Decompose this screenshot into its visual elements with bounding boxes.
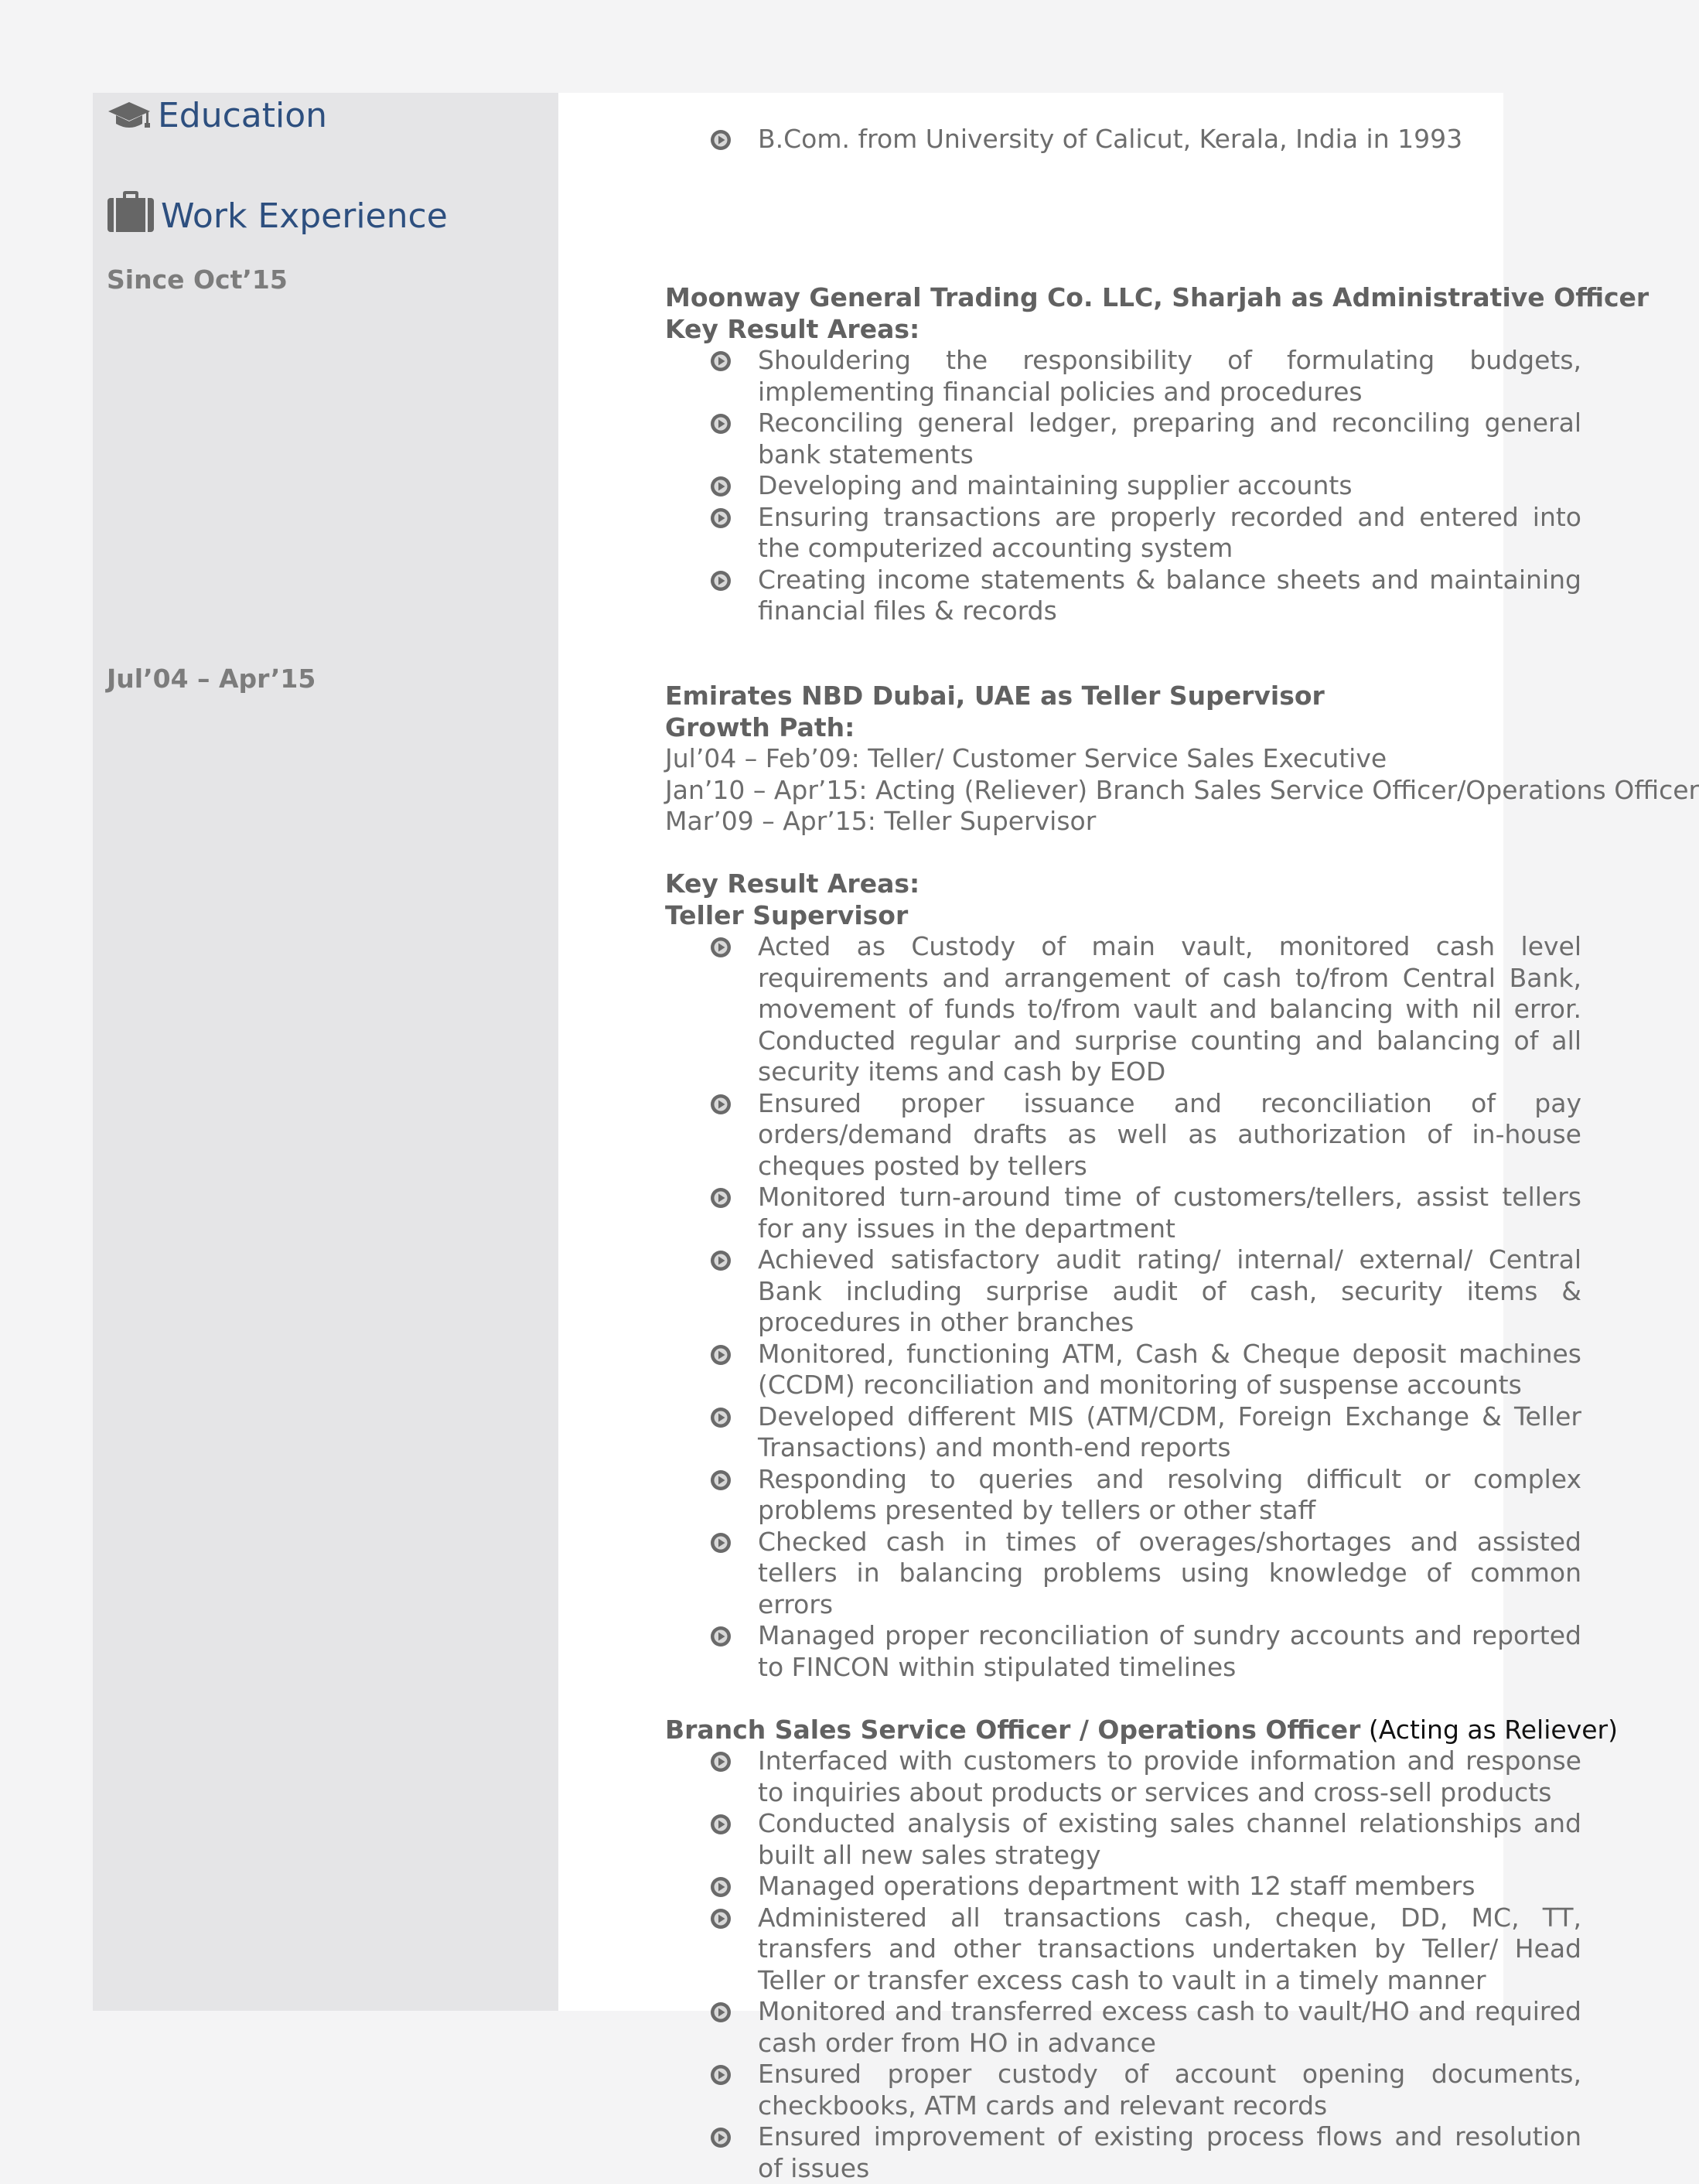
graduation-cap-icon bbox=[107, 99, 152, 133]
work-experience-heading bbox=[107, 190, 448, 234]
circle-play-icon bbox=[710, 937, 732, 958]
job2-title: Emirates NBD Dubai, UAE as Teller Supervisor bbox=[665, 681, 1325, 711]
circle-play-icon bbox=[710, 1407, 732, 1428]
growth-line: Jul’04 – Feb’09: Teller/ Customer Service Sales Executive bbox=[665, 743, 1387, 773]
circle-play-icon bbox=[710, 570, 732, 592]
education-heading bbox=[107, 96, 328, 135]
list-item: Monitored, functioning ATM, Cash & Cheque deposit machines (CCDM) reconciliation and monitoring of suspense accounts bbox=[665, 1339, 1581, 1401]
job2-growth-label: Growth Path: bbox=[665, 712, 855, 742]
list-item: Monitored turn-around time of customers/tellers, assist tellers for any issues in the department bbox=[665, 1182, 1581, 1244]
education-list bbox=[665, 124, 1581, 155]
date-job2: Jul’04 – Apr’15 bbox=[107, 664, 316, 694]
role2-label: Branch Sales Service Officer / Operations Officer bbox=[665, 1714, 1361, 1745]
job1-section bbox=[665, 282, 1650, 627]
circle-play-icon bbox=[710, 1250, 732, 1271]
education-section bbox=[665, 124, 1581, 155]
circle-play-icon bbox=[710, 1814, 732, 1835]
job1-bullets bbox=[665, 345, 1581, 627]
circle-play-icon bbox=[710, 2064, 732, 2086]
job1-kra-label: Key Result Areas: bbox=[665, 313, 920, 344]
work-experience-heading-text: Work Experience bbox=[161, 196, 448, 236]
role2-bullets bbox=[665, 1745, 1581, 2184]
circle-play-icon bbox=[710, 1094, 732, 1115]
list-item: Developed different MIS (ATM/CDM, Foreign Exchange & Teller Transactions) and month-end reports bbox=[665, 1401, 1581, 1464]
education-heading-text: Education bbox=[158, 96, 328, 135]
role1-bullets bbox=[665, 931, 1581, 1683]
circle-play-icon bbox=[710, 507, 732, 529]
list-item: Interfaced with customers to provide information and response to inquiries about products or services and cross-sell products bbox=[665, 1745, 1581, 1808]
circle-play-icon bbox=[710, 1187, 732, 1209]
circle-play-icon bbox=[710, 413, 732, 435]
resume-page bbox=[93, 93, 1699, 2183]
list-item: Managed proper reconciliation of sundry accounts and reported to FINCON within stipulated timelines bbox=[665, 1620, 1581, 1683]
circle-play-icon bbox=[710, 1908, 732, 1930]
list-item: Ensured improvement of existing process flows and resolution of issues bbox=[665, 2121, 1581, 2184]
list-item: Checked cash in times of overages/shortages and assisted tellers in balancing problems using knowledge of common errors bbox=[665, 1527, 1581, 1621]
role2-note: (Acting as Reliever) bbox=[1360, 1714, 1618, 1745]
date-job1: Since Oct’15 bbox=[107, 264, 288, 295]
circle-play-icon bbox=[710, 129, 732, 151]
circle-play-icon bbox=[710, 1876, 732, 1898]
briefcase-icon bbox=[107, 190, 155, 234]
growth-line: Mar’09 – Apr’15: Teller Supervisor bbox=[665, 806, 1097, 836]
list-item: Managed operations department with 12 staff members bbox=[665, 1871, 1581, 1902]
role1-label: Teller Supervisor bbox=[665, 899, 909, 930]
list-item: Shouldering the responsibility of formulating budgets, implementing financial policies and procedures bbox=[665, 345, 1581, 408]
growth-line: Jan’10 – Apr’15: Acting (Reliever) Branch Sales Service Officer/Operations Officer bbox=[665, 774, 1699, 805]
circle-play-icon bbox=[710, 2001, 732, 2023]
job2-section bbox=[665, 681, 1699, 2184]
list-item: Achieved satisfactory audit rating/ internal/ external/ Central Bank including surprise audit of cash, security items & procedures in other branches bbox=[665, 1244, 1581, 1339]
circle-play-icon bbox=[710, 1532, 732, 1554]
list-item: Acted as Custody of main vault, monitored cash level requirements and arrangement of cash to/from Central Bank, movement of funds to/from vault and balancing with nil error. Conducted regular and surprise counting and balancing of all security items and cash by EOD bbox=[665, 931, 1581, 1088]
circle-play-icon bbox=[710, 1344, 732, 1366]
circle-play-icon bbox=[710, 2127, 732, 2148]
circle-play-icon bbox=[710, 1469, 732, 1491]
list-item: Ensured proper custody of account opening documents, checkbooks, ATM cards and relevant records bbox=[665, 2059, 1581, 2121]
circle-play-icon bbox=[710, 476, 732, 497]
list-item: Monitored and transferred excess cash to vault/HO and required cash order from HO in advance bbox=[665, 1996, 1581, 2059]
role2-heading bbox=[665, 1714, 1618, 1746]
list-item: Responding to queries and resolving difficult or complex problems presented by tellers or other staff bbox=[665, 1464, 1581, 1527]
job1-title: Moonway General Trading Co. LLC, Sharjah as Administrative Officer bbox=[665, 282, 1650, 312]
list-item: Conducted analysis of existing sales channel relationships and built all new sales strategy bbox=[665, 1808, 1581, 1871]
list-item: Administered all transactions cash, cheque, DD, MC, TT, transfers and other transactions undertaken by Teller/ Head Teller or transfer excess cash to vault in a timely manner bbox=[665, 1902, 1581, 1997]
list-item: Creating income statements & balance sheets and maintaining financial files & records bbox=[665, 565, 1581, 627]
job2-kra-label: Key Result Areas: bbox=[665, 868, 920, 899]
list-item: B.Com. from University of Calicut, Kerala, India in 1993 bbox=[665, 124, 1581, 155]
list-item: Reconciling general ledger, preparing and reconciling general bank statements bbox=[665, 408, 1581, 470]
circle-play-icon bbox=[710, 1626, 732, 1647]
list-item: Ensured proper issuance and reconciliation of pay orders/demand drafts as well as authorization of in-house cheques posted by tellers bbox=[665, 1088, 1581, 1182]
list-item: Ensuring transactions are properly recorded and entered into the computerized accounting system bbox=[665, 502, 1581, 565]
list-item: Developing and maintaining supplier accounts bbox=[665, 470, 1581, 502]
circle-play-icon bbox=[710, 350, 732, 372]
circle-play-icon bbox=[710, 1751, 732, 1773]
sidebar bbox=[93, 93, 558, 2011]
